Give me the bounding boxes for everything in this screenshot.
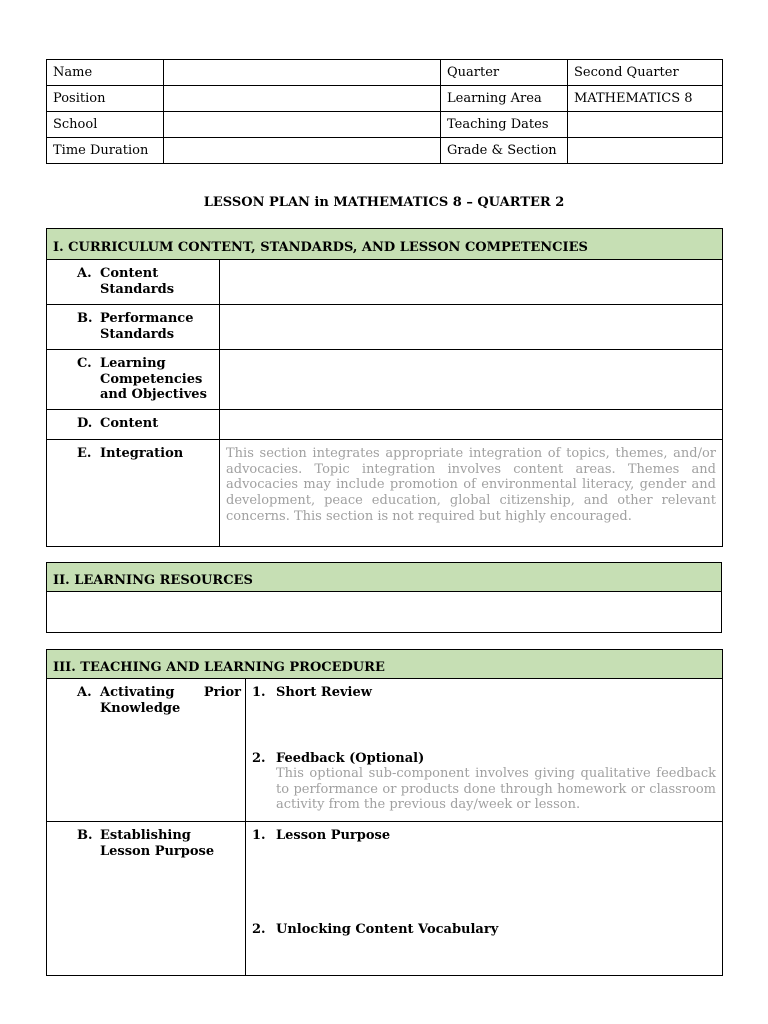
info-label-time-duration: Time Duration: [47, 138, 164, 164]
integration-description[interactable]: This section integrates appropriate integration of topics, themes, and/or advocacies. Topic integration involves content areas. Themes and advocacies may include promotion of environmental literacy, gender and development, peace education, global citizenship, and other relevant concerns. This section is not required but highly encouraged.: [226, 446, 716, 524]
info-row-name: [47, 60, 723, 86]
info-label-grade-section: Grade & Section: [441, 138, 568, 164]
performance-standards-field[interactable]: [220, 305, 723, 350]
item-lesson-purpose: 1. Lesson Purpose: [252, 828, 391, 843]
position-field[interactable]: [164, 86, 441, 112]
content-field[interactable]: [220, 410, 723, 440]
section-teaching-procedure: [46, 649, 723, 976]
establishing-lesson-purpose-cell[interactable]: [246, 822, 723, 976]
info-label-learning-area: Learning Area: [441, 86, 568, 112]
section-learning-resources: [46, 562, 722, 633]
section-heading-teaching-procedure: III. TEACHING AND LEARNING PROCEDURE: [47, 650, 723, 679]
table-row: [47, 410, 723, 440]
row-label-learning-competencies: C. Learning Competencies and Objectives: [77, 356, 207, 402]
activating-prior-knowledge-cell[interactable]: [246, 679, 723, 822]
item-unlocking-vocabulary: 2. Unlocking Content Vocabulary: [252, 921, 499, 937]
section-heading-curriculum: I. CURRICULUM CONTENT, STANDARDS, AND LESSON COMPETENCIES: [47, 229, 723, 260]
learning-resources-field[interactable]: [47, 592, 722, 633]
row-label-content: D. Content: [77, 416, 159, 431]
section-heading-learning-resources: II. LEARNING RESOURCES: [47, 563, 722, 592]
table-row: [47, 305, 723, 350]
table-row: [47, 350, 723, 410]
table-row: [47, 679, 723, 822]
table-row: [47, 440, 723, 547]
table-row: [47, 260, 723, 305]
row-label-content-standards: A. Content Standards: [77, 266, 175, 297]
time-duration-field[interactable]: [164, 138, 441, 164]
learning-competencies-field[interactable]: [220, 350, 723, 410]
teaching-dates-field[interactable]: [568, 112, 723, 138]
row-label-integration: E. Integration: [77, 446, 184, 461]
info-label-quarter: Quarter: [441, 60, 568, 86]
info-label-position: Position: [47, 86, 164, 112]
school-field[interactable]: [164, 112, 441, 138]
content-standards-field[interactable]: [220, 260, 723, 305]
name-field[interactable]: [164, 60, 441, 86]
row-label-activating-prior-knowledge: A. Activating Prior Knowledge: [77, 685, 241, 716]
item-short-review: 1. Short Review: [252, 685, 372, 700]
info-row-school: [47, 112, 723, 138]
section-curriculum: [46, 228, 723, 547]
row-label-establishing-lesson-purpose: B. Establishing Lesson Purpose: [77, 828, 215, 859]
info-label-teaching-dates: Teaching Dates: [441, 112, 568, 138]
document-title: LESSON PLAN in MATHEMATICS 8 – QUARTER 2: [203, 195, 565, 210]
info-label-name: Name: [47, 60, 164, 86]
row-label-performance-standards: B. Performance Standards: [77, 311, 194, 342]
info-row-time: [47, 138, 723, 164]
info-label-school: School: [47, 112, 164, 138]
grade-section-field[interactable]: [568, 138, 723, 164]
learning-area-field[interactable]: MATHEMATICS 8: [568, 86, 723, 112]
table-row: [47, 822, 723, 976]
info-row-position: [47, 86, 723, 112]
quarter-field[interactable]: Second Quarter: [568, 60, 723, 86]
feedback-description: This optional sub-component involves giving qualitative feedback to performance or products done through homework or classroom activity from the previous day/week or lesson.: [276, 766, 717, 813]
item-feedback: 2. Feedback (Optional): [252, 750, 425, 766]
info-table: [46, 59, 723, 164]
